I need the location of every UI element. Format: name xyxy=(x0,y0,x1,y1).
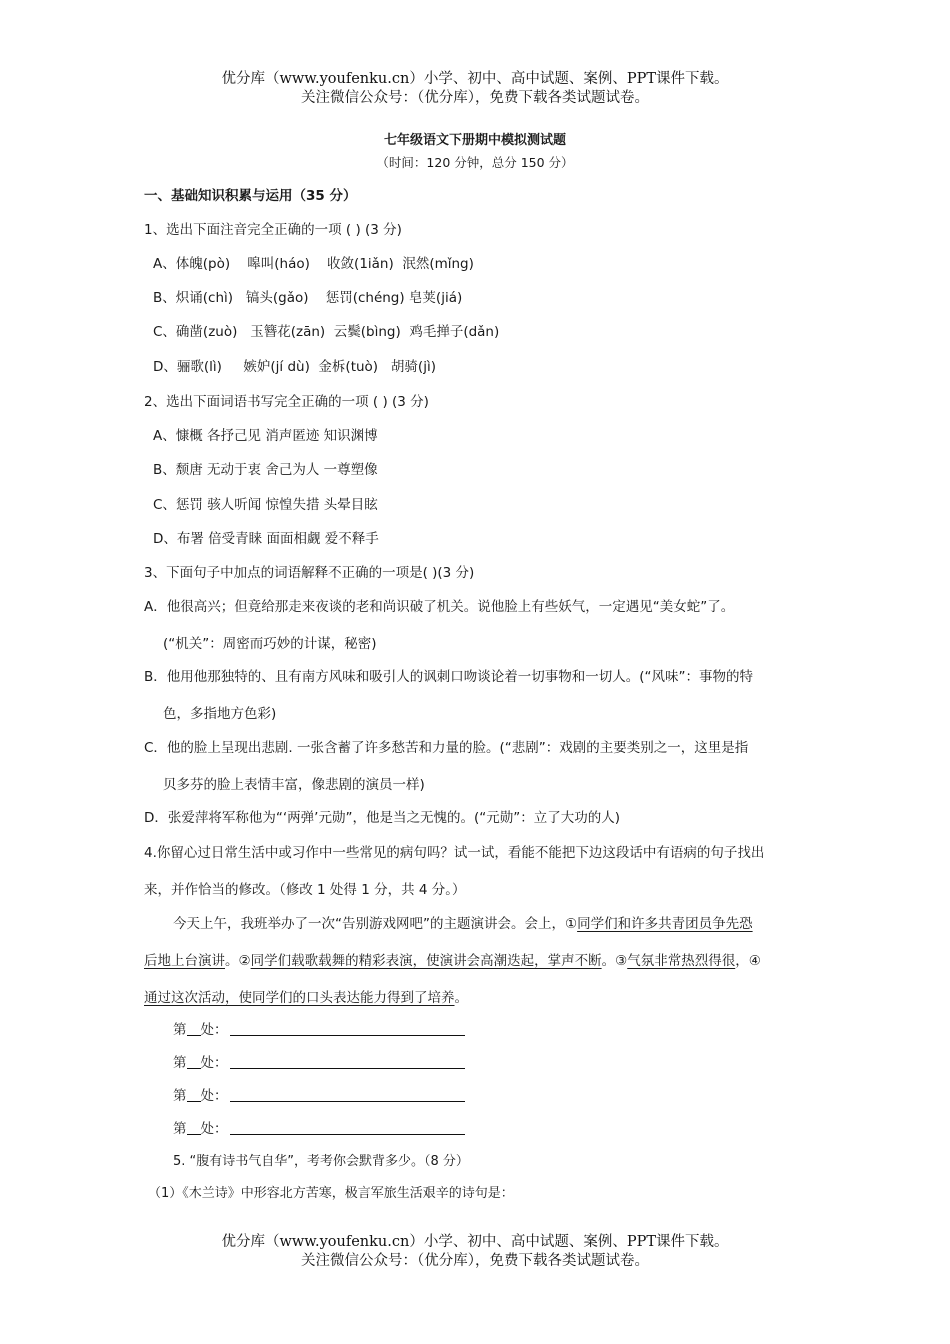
error-sentence-4: 通过这次活动，使同学们的口头表达能力得到了培养 xyxy=(144,990,455,1006)
q3-option-c-line1: C．他的脸上呈现出悲剧. 一张含蓄了许多愁苦和力量的脸。(“悲剧”：戏剧的主要类别之一，这里是指 xyxy=(144,740,749,756)
footer-line-1: 优分库（www.youfenku.cn）小学、初中、高中试题、案例、PPT课件下载。 xyxy=(221,1234,729,1250)
q3-option-b-line2: 色，多指地方色彩) xyxy=(163,706,277,722)
answer-blank[interactable] xyxy=(230,1087,465,1102)
answer-line[interactable]: 第 处： xyxy=(173,1018,465,1038)
q4-stem-line2: 来，并作恰当的修改。（修改 1 处得 1 分，共 4 分。） xyxy=(144,882,466,898)
error-sentence-3: 气氛非常热烈得很 xyxy=(627,953,736,969)
q3-option-a-line2: (“机关”：周密而巧妙的计谋，秘密) xyxy=(163,636,377,652)
answer-blank[interactable] xyxy=(230,1054,465,1069)
header-line-2: 关注微信公众号：（优分库），免费下载各类试题试卷。 xyxy=(301,90,649,106)
q2-option-a: A、慷概 各抒己见 消声匿迹 知识渊博 xyxy=(153,428,378,444)
section-heading: 一、基础知识积累与运用（35 分） xyxy=(144,188,357,204)
q1-option-a: A、体魄(pò) 嗥叫(háo) 收敛(1iǎn) 泯然(mǐng) xyxy=(153,256,474,272)
blank-number[interactable] xyxy=(187,1089,201,1102)
q2-option-d: D、布署 倍受青睐 面面相觑 爱不释手 xyxy=(153,531,379,547)
q3-option-d: D．张爱萍将军称他为“‘两弹’元勋”，他是当之无愧的。(“元勋”：立了大功的人) xyxy=(144,810,620,826)
exam-subtitle: （时间：120 分钟，总分 150 分） xyxy=(376,155,574,170)
answer-line[interactable]: 第 处： xyxy=(173,1117,465,1137)
q2-option-c: C、惩罚 骇人听闻 惊惶失措 头晕目眩 xyxy=(153,497,378,513)
q2-stem: 2、选出下面词语书写完全正确的一项 ( ) (3 分) xyxy=(144,394,429,410)
answer-line[interactable]: 第 处： xyxy=(173,1051,465,1071)
header-line-1: 优分库（www.youfenku.cn）小学、初中、高中试题、案例、PPT课件下载。 xyxy=(221,71,729,87)
q4-paragraph-line2: 后地上台演讲。②同学们载歌载舞的精彩表演，使演讲会高潮迭起，掌声不断。③气氛非常热烈得很，④ xyxy=(144,953,761,969)
blank-number[interactable] xyxy=(187,1056,201,1069)
q5-stem: 5. “腹有诗书气自华”，考考你会默背多少。（8 分） xyxy=(173,1154,469,1169)
q1-option-d: D、骊歌(lì) 嫉妒(jí dù) 金柝(tuò) 胡骑(jì) xyxy=(153,359,436,375)
q4-paragraph-line1: 今天上午，我班举办了一次“告别游戏网吧”的主题演讲会。会上，①同学们和许多共青团员争先恐 xyxy=(173,916,753,932)
q1-option-c: C、确凿(zuò) 玉簪花(zān) 云鬓(bìng) 鸡毛掸子(dǎn) xyxy=(153,324,500,340)
q3-stem: 3、下面句子中加点的词语解释不正确的一项是( )(3 分) xyxy=(144,565,475,581)
q5-sub1: （1）《木兰诗》中形容北方苦寒，极言军旅生活艰辛的诗句是： xyxy=(148,1186,514,1201)
q1-stem: 1、选出下面注音完全正确的一项 ( ) (3 分) xyxy=(144,222,402,238)
error-sentence-1: 同学们和许多共青团员争先恐 xyxy=(577,916,753,932)
error-sentence-2: 同学们载歌载舞的精彩表演，使演讲会高潮迭起，掌声不断 xyxy=(250,953,602,969)
q4-paragraph-line3: 通过这次活动，使同学们的口头表达能力得到了培养。 xyxy=(144,990,468,1006)
blank-number[interactable] xyxy=(187,1023,201,1036)
answer-blank[interactable] xyxy=(230,1021,465,1036)
answer-blank[interactable] xyxy=(230,1120,465,1135)
blank-number[interactable] xyxy=(187,1122,201,1135)
q3-option-a-line1: A．他很高兴；但竟给那走来夜谈的老和尚识破了机关。说他脸上有些妖气，一定遇见“美女蛇”了。 xyxy=(144,599,735,615)
exam-title: 七年级语文下册期中模拟测试题 xyxy=(383,133,566,148)
footer-line-2: 关注微信公众号：（优分库），免费下载各类试题试卷。 xyxy=(301,1253,649,1269)
q1-option-b: B、炽诵(chì) 镐头(gǎo) 惩罚(chéng) 皂荚(jiá) xyxy=(153,290,463,306)
q2-option-b: B、颓唐 无动于衷 舍己为人 一尊塑像 xyxy=(153,462,378,478)
q3-option-c-line2: 贝多芬的脸上表情丰富，像悲剧的演员一样) xyxy=(163,777,425,793)
answer-line[interactable]: 第 处： xyxy=(173,1084,465,1104)
q3-option-b-line1: B．他用他那独特的、且有南方风味和吸引人的讽刺口吻谈论着一切事物和一切人。(“风味”：事物的特 xyxy=(144,669,754,685)
q4-stem-line1: 4.你留心过日常生活中或习作中一些常见的病句吗？试一试，看能不能把下边这段话中有语病的句子找出 xyxy=(144,845,765,861)
